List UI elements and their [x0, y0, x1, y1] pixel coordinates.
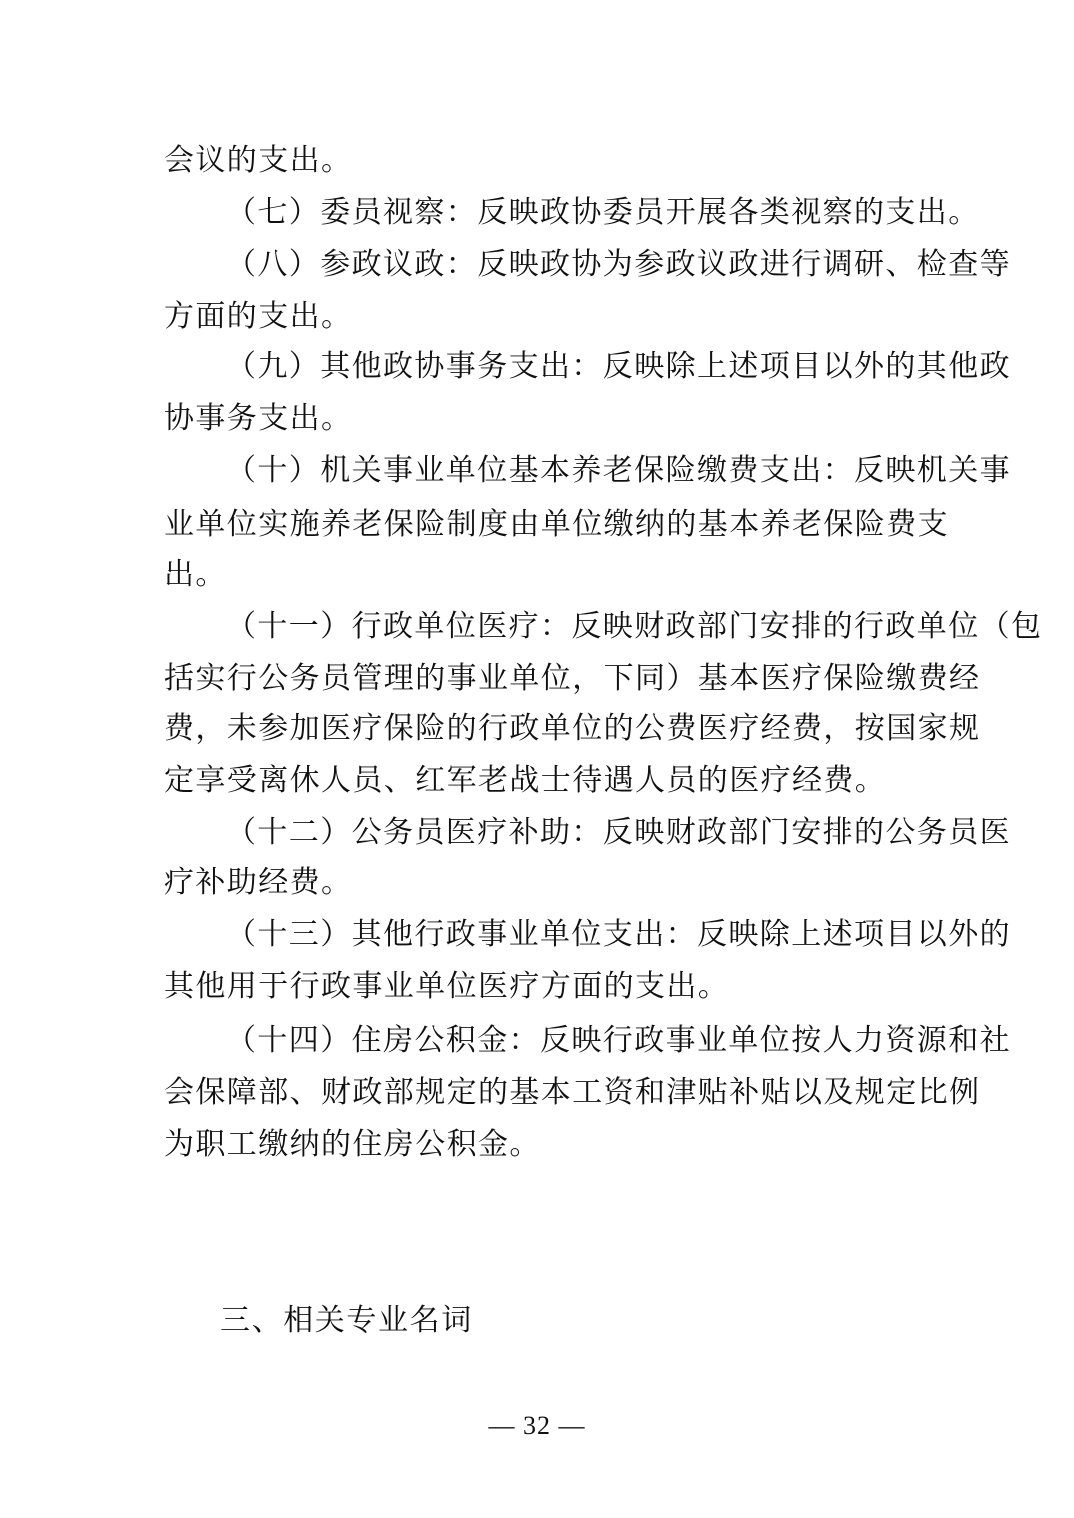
body-text-line: 会保障部、财政部规定的基本工资和津贴补贴以及规定比例	[164, 1075, 981, 1110]
body-text-line: 括实行公务员管理的事业单位，下同）基本医疗保险缴费经	[164, 661, 981, 696]
body-text-line: （十二）公务员医疗补助：反映财政部门安排的公务员医	[226, 815, 1011, 850]
body-text-line: 协事务支出。	[164, 401, 353, 436]
body-text-line: （十四）住房公积金：反映行政事业单位按人力资源和社	[226, 1023, 1011, 1058]
body-text-line: （九）其他政协事务支出：反映除上述项目以外的其他政	[226, 349, 1011, 384]
page-number: — 32 —	[488, 1411, 586, 1440]
body-text-line: （十三）其他行政事业单位支出：反映除上述项目以外的	[226, 917, 1011, 952]
body-text-line: 业单位实施养老保险制度由单位缴纳的基本养老保险费支	[164, 507, 949, 542]
body-text-line: 疗补助经费。	[164, 865, 353, 900]
body-text-line: 为职工缴纳的住房公积金。	[164, 1127, 541, 1162]
body-text-line: （七）委员视察：反映政协委员开展各类视察的支出。	[226, 195, 980, 230]
body-text-line: 方面的支出。	[164, 299, 353, 334]
body-text-line: 费，未参加医疗保险的行政单位的公费医疗经费，按国家规	[164, 711, 981, 746]
body-text-line: 会议的支出。	[164, 143, 353, 178]
body-text-line: （十）机关事业单位基本养老保险缴费支出：反映机关事	[226, 453, 1011, 488]
body-text-line: （十一）行政单位医疗：反映财政部门安排的行政单位（包	[226, 609, 1043, 644]
body-text-line: 其他用于行政事业单位医疗方面的支出。	[164, 969, 730, 1004]
body-text-line: 出。	[164, 557, 227, 592]
body-text-line: 定享受离休人员、红军老战士待遇人员的医疗经费。	[164, 763, 887, 798]
body-text-line: （八）参政议政：反映政协为参政议政进行调研、检查等	[226, 247, 1011, 282]
section-heading: 三、相关专业名词	[220, 1303, 473, 1338]
